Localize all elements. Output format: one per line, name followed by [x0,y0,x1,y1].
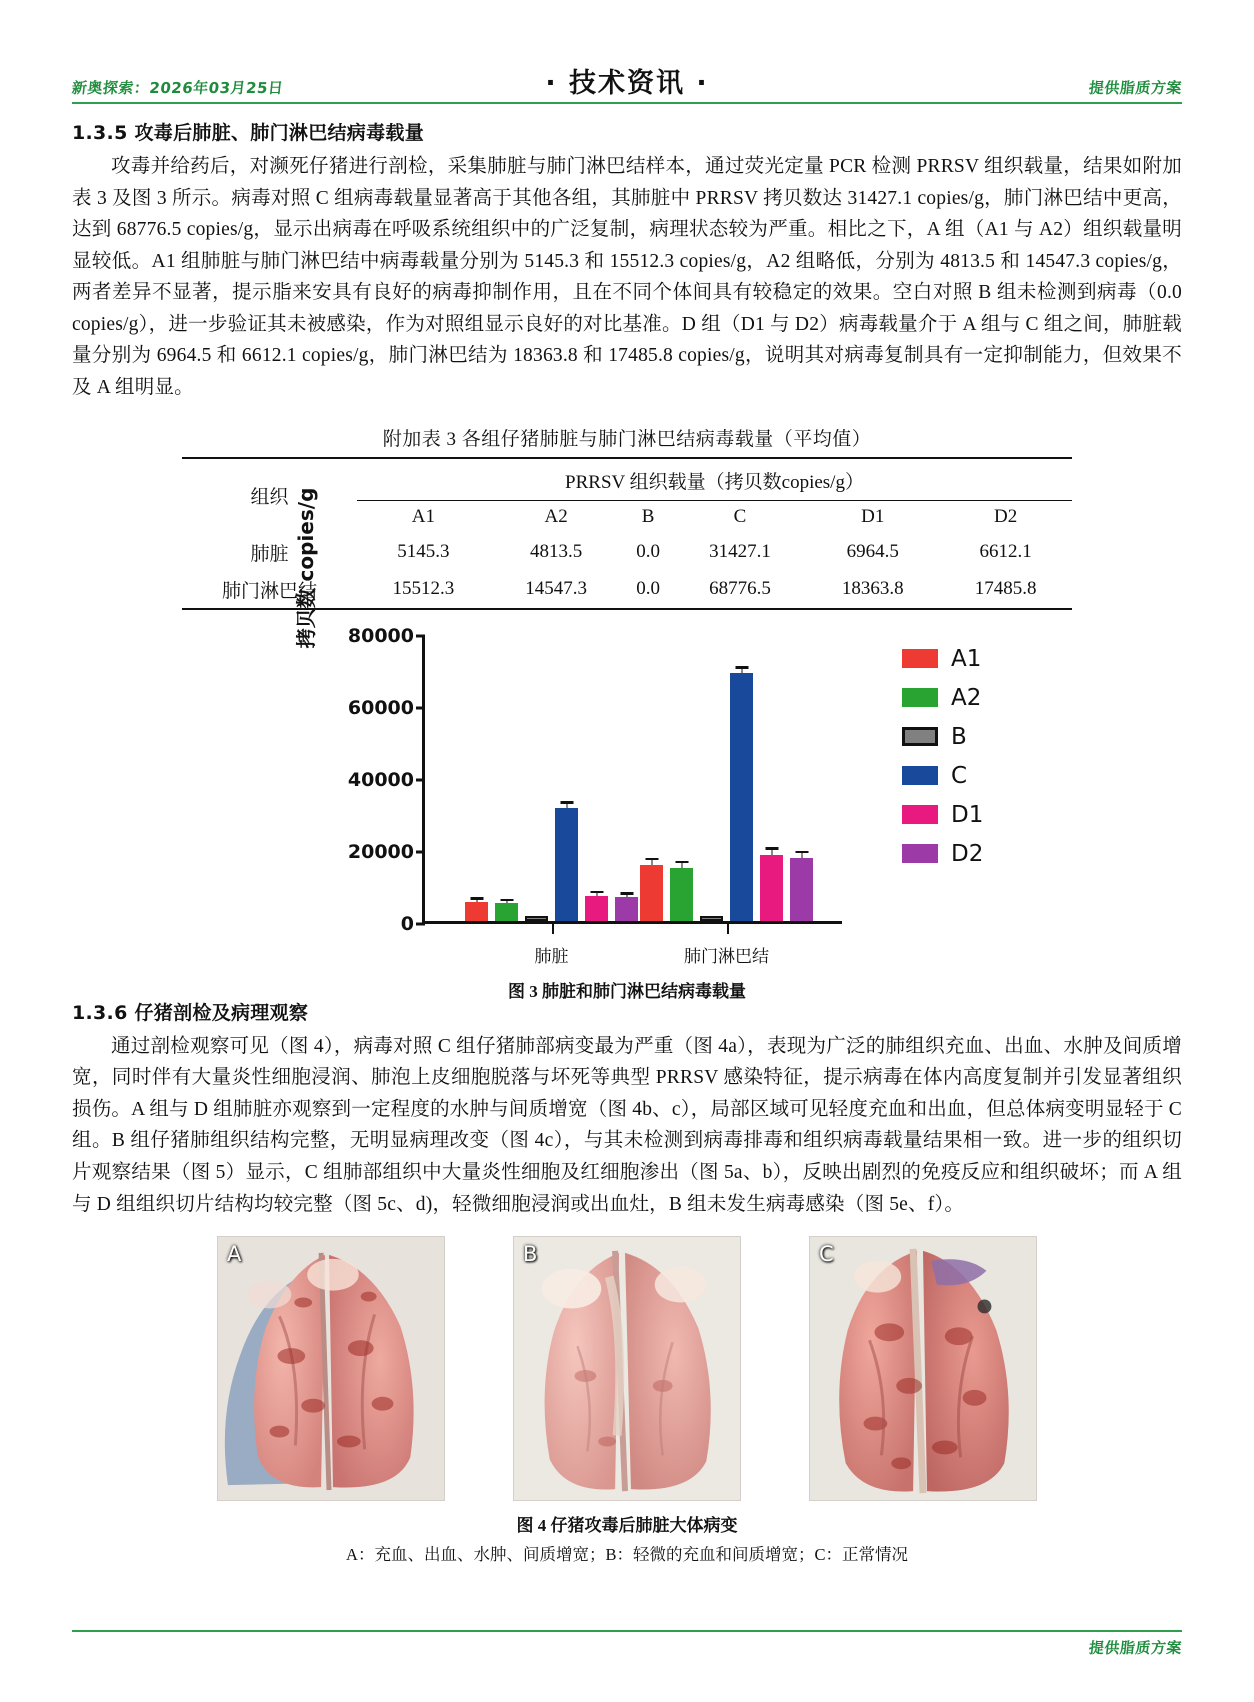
section-title-135: 1.3.5 攻毒后肺脏、肺门淋巴结病毒载量 [72,122,425,144]
chart-error-bar [771,850,772,855]
chart-y-tick: 0 [401,913,425,935]
table-cell-value: 0.0 [623,571,674,609]
chart-bar [495,903,518,920]
table-block [72,424,1182,610]
chart-bar [730,673,753,921]
lung-photo-c [809,1236,1037,1501]
chart-bar [585,896,608,921]
chart-error-bar [506,901,507,903]
chart-bar-rect [615,897,638,921]
table-caption: 附加表 3 各组仔猪肺脏与肺门淋巴结病毒载量（平均值） [382,428,872,450]
chart-error-cap [645,858,658,861]
chart-bar-rect [495,903,518,920]
lung-photo-a [217,1236,445,1501]
photo-label-c: C [819,1242,834,1267]
chart-bars [425,636,842,966]
chart-error-cap [620,892,633,895]
chart-error-cap [560,801,573,804]
table-col-d2: D2 [993,505,1018,527]
page-footer [72,1630,1182,1658]
chart-error-cap [590,891,603,894]
chart-error-cap [735,666,748,669]
lung-image-c [810,1237,1036,1500]
chart-legend-item [902,724,983,750]
header-date: 新奥探索：2026年03月25日 [71,79,285,97]
chart-legend-label: A2 [951,684,982,711]
chart-bar-rect [700,916,723,921]
chart-bar-group [640,636,813,921]
chart-x-label: 肺脏 [534,946,569,966]
chart-legend-label: A1 [951,645,982,672]
chart-plot-area [347,624,842,966]
chart-bar [465,902,488,921]
footer-tagline: 提供脂质方案 [1087,1639,1183,1657]
chart-legend-item [902,763,983,789]
chart-bar [615,897,638,921]
chart-error-cap [765,847,778,850]
table-col-a2: A2 [544,505,568,527]
chart-legend-swatch [902,805,938,824]
table-cell-value: 4813.5 [530,541,583,563]
chart-error-cap [795,851,808,854]
chart-bar-rect [640,865,663,921]
chart-bar [700,916,723,921]
chart-y-tick: 20000 [348,841,425,863]
chart-error-bar [651,860,652,865]
chart-legend-label: C [951,762,968,789]
table-cell-value: 68776.5 [674,571,807,609]
table-header-tissue: 组织 [182,458,357,534]
chart-error-bar [741,669,742,673]
lung-image-b [514,1237,740,1500]
table-cell-value: 5145.3 [397,541,450,563]
lung-image-a [218,1237,444,1500]
table-col-b: B [641,505,655,527]
chart-bar-rect [525,916,548,921]
lung-photo-b [513,1236,741,1501]
chart-legend-swatch [902,688,938,707]
chart-x-tick [727,921,730,934]
section-paragraph-135: 攻毒并给药后，对濒死仔猪进行剖检，采集肺脏与肺门淋巴结样本，通过荧光定量 PCR 检测 PRRSV 组织载量，结果如附加表 3 及图 3 所示。病毒对照 C 组病毒载量显著高于其他各组，其肺脏中 PRRSV 拷贝数达 31427.1 copies/g，肺门淋巴结中更高，达到 68776.5 copies/g，显示出病毒在呼吸系统组织中的广泛复制，病理状态较为严重。相比之下，A 组（A1 与 A2）组织载量明显较低。A1 组肺脏与肺门淋巴结中病毒载量分别为 5145.3 和 15512.3 copies/g，A2 组略低，分别为 4813.5 和 14547.3 copies/g，两者差异不显著，提示脂来安具有良好的病毒抑制作用，且在不同个体间具有较稳定的效果。空白对照 B 组未检测到病毒（0.0 copies/g），进一步验证其未被感染，作为对照组显示良好的对比基准。D 组（D1 与 D2）病毒载量介于 A 组与 C 组之间，肺脏载量分别为 6964.5 和 6612.1 copies/g，肺门淋巴结为 18363.8 和 17485.8 copies/g，说明其对病毒复制具有一定抑制能力，但效果不及 A 组明显。 [72,156,1182,399]
chart-legend-swatch [902,727,938,746]
table-col-c: C [733,505,747,527]
chart-legend-item [902,841,983,867]
table-cell-tissue: 肺脏 [250,543,289,565]
table-cell-value: 18363.8 [806,571,939,609]
chart-bar [790,858,813,921]
chart-bar-rect [790,858,813,921]
chart-bar [555,808,578,921]
chart-bar-rect [670,868,693,920]
chart-bar [640,865,663,921]
chart-legend-swatch [902,766,938,785]
chart-error-bar [626,895,627,897]
chart-bar-rect [585,896,608,921]
document-content [72,118,1182,1565]
chart-bar-rect [760,855,783,921]
chart-bar [760,855,783,921]
chart-legend [902,646,983,867]
figure4-subcaption: A：充血、出血、水肿、间质增宽；B：轻微的充血和间质增宽；C：正常情况 [346,1545,908,1565]
table-cell-value: 31427.1 [709,541,771,563]
table-cell-value: 14547.3 [490,571,623,609]
table-cell-value: 15512.3 [357,571,490,609]
chart-legend-swatch [902,844,938,863]
chart-legend-item [902,802,983,828]
photo-label-a: A [227,1242,242,1267]
figure4-caption: 图 4 仔猪攻毒后肺脏大体病变 [516,1516,738,1536]
figure3-caption: 图 3 肺脏和肺门淋巴结病毒载量 [508,981,746,1001]
chart-y-tick: 60000 [348,697,425,719]
header-title: · 技术资讯 · [545,68,709,99]
chart-error-bar [476,900,477,902]
chart-y-axis-label: 拷贝数 copies/g [294,487,318,649]
chart-legend-swatch [902,649,938,668]
chart-error-bar [596,893,597,896]
chart-error-bar [566,804,567,808]
chart-bar [670,868,693,920]
table-cell-value: 17485.8 [939,571,1072,609]
chart-error-bar [801,853,802,858]
chart-bar-rect [555,808,578,921]
chart-error-bar [681,863,682,868]
chart-legend-item [902,646,983,672]
table-cell-value: 6964.5 [846,541,899,563]
chart-y-tick: 40000 [348,769,425,791]
table-header-span: PRRSV 组织载量（拷贝数copies/g） [357,458,1072,501]
chart-bar-group [465,636,638,921]
table-col-a1: A1 [411,505,435,527]
chart-legend-label: B [951,723,967,750]
chart-error-cap [470,897,483,900]
table-col-d1: D1 [861,505,885,527]
header-tagline: 提供脂质方案 [1087,79,1183,97]
chart-bar-rect [730,673,753,921]
chart-x-label: 肺门淋巴结 [684,946,769,966]
figure4-photos [72,1236,1182,1501]
table-cell-tissue: 肺门淋巴结 [182,571,357,609]
chart-error-cap [675,861,688,864]
chart-bar-rect [465,902,488,921]
section-paragraph-136: 通过剖检观察可见（图 4），病毒对照 C 组仔猪肺部病变最为严重（图 4a），表现为广泛的肺组织充血、出血、水肿及间质增宽，同时伴有大量炎性细胞浸润、肺泡上皮细胞脱落与坏死等典型 PRRSV 感染特征，提示病毒在体内高度复制并引发显著组织损伤。A 组与 D 组肺脏亦观察到一定程度的水肿与间质增宽（图 4b、c），局部区域可见轻度充血和出血，但总体病变明显轻于 C 组。B 组仔猪肺组织结构完整，无明显病理改变（图 4c），与其未检测到病毒排毒和组织病毒载量结果相一致。进一步的组织切片观察结果（图 5）显示，C 组肺部组织中大量炎性细胞及红细胞渗出（图 5a、b），反映出剧烈的免疫反应和组织破坏；而 A 组与 D 组组织切片结构均较完整（图 5c、d)，轻微细胞浸润或出血灶，B 组未发生病毒感染（图 5e、f）。 [72,1035,1182,1215]
chart-y-tick: 80000 [348,625,425,647]
section-title-136: 1.3.6 仔猪剖检及病理观察 [72,1001,309,1024]
table-cell-value: 0.0 [636,541,660,563]
chart-x-tick [552,921,555,934]
chart-bar [525,916,548,921]
chart-legend-item [902,685,983,711]
chart-legend-label: D2 [951,840,984,867]
page-header [72,52,1182,104]
photo-label-b: B [523,1242,538,1267]
chart-error-cap [500,899,513,902]
chart-legend-label: D1 [951,801,984,828]
table-cell-value: 6612.1 [979,541,1032,563]
